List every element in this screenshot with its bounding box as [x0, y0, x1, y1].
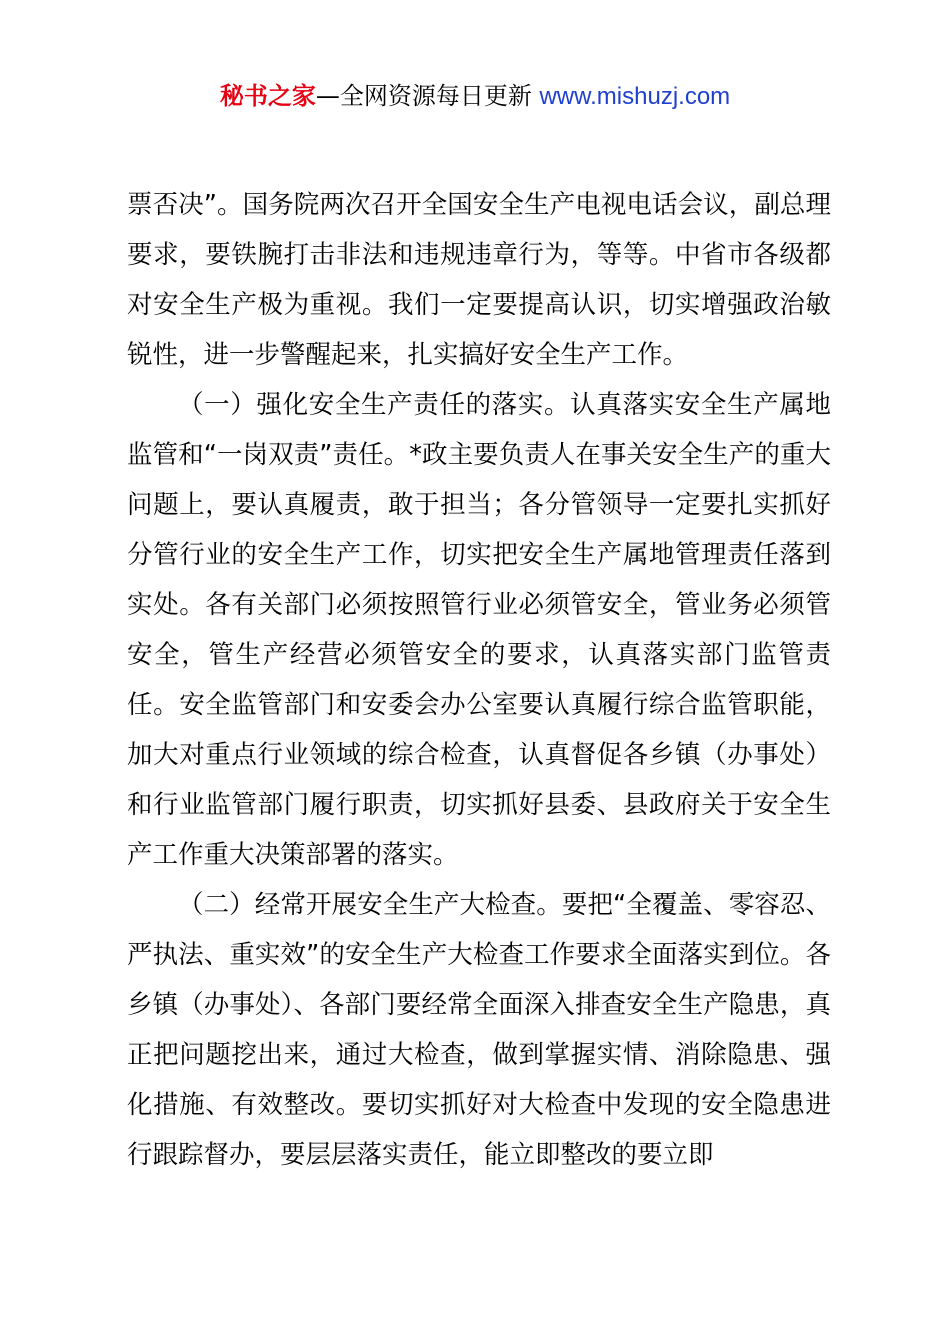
site-url: www.mishuzj.com	[539, 83, 731, 110]
site-header	[0, 80, 950, 113]
site-brand: 秘书之家	[219, 82, 316, 110]
paragraph-continuation: 票否决”。国务院两次召开全国安全生产电视电话会议，副总理要求，要铁腕打击非法和违规违章行为，等等。中省市各级都对安全生产极为重视。我们一定要提高认识，切实增强政治敏锐性，进一步警醒起来，扎实搞好安全生产工作。	[127, 190, 831, 370]
document-body	[127, 180, 831, 1180]
paragraph-section-1: （一）强化安全生产责任的落实。认真落实安全生产属地监管和“一岗双责”责任。*政主要负责人在事关安全生产的重大问题上，要认真履责，敢于担当；各分管领导一定要扎实抓好分管行业的安全生产工作，切实把安全生产属地管理责任落到实处。各有关部门必须按照管行业必须管安全，管业务必须管安全，管生产经营必须管安全的要求，认真落实部门监管责任。安全监管部门和安委会办公室要认真履行综合监管职能，加大对重点行业领域的综合检查，认真督促各乡镇（办事处）和行业监管部门履行职责，切实抓好县委、县政府关于安全生产工作重大决策部署的落实。	[127, 390, 831, 870]
paragraph-section-2: （二）经常开展安全生产大检查。要把“全覆盖、零容忍、严执法、重实效”的安全生产大检查工作要求全面落实到位。各乡镇（办事处）、各部门要经常全面深入排查安全生产隐患，真正把问题挖出来，通过大检查，做到掌握实情、消除隐患、强化措施、有效整改。要切实抓好对大检查中发现的安全隐患进行跟踪督办，要层层落实责任，能立即整改的要立即	[127, 890, 831, 1170]
site-tagline: —全网资源每日更新	[315, 82, 532, 110]
